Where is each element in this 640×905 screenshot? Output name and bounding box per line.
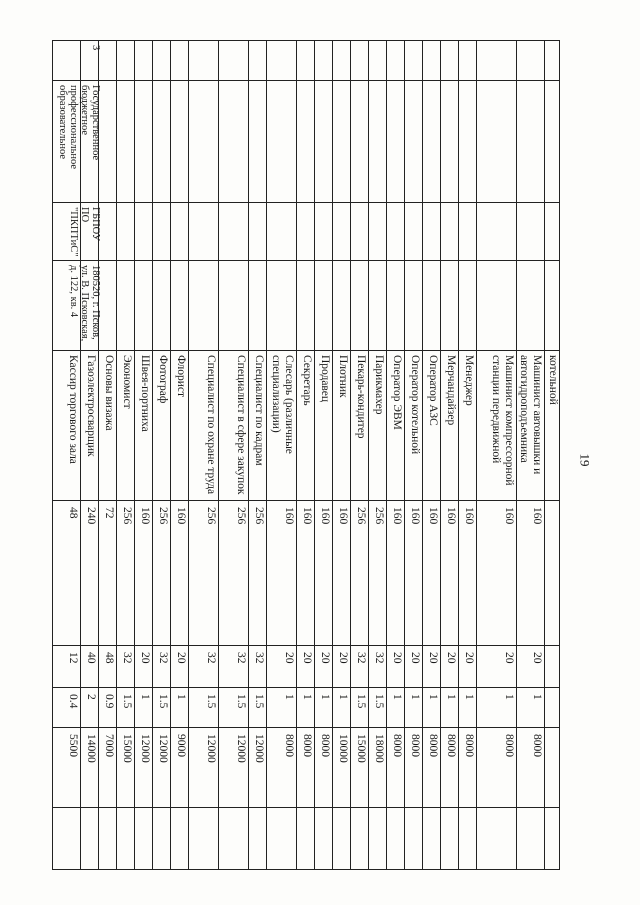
column-rule <box>52 260 560 261</box>
course-group-size-cell: 20 <box>441 645 458 687</box>
course-name-cell: Специалист в сфере закупок <box>219 350 248 500</box>
table-row <box>188 40 218 870</box>
course-group-size-cell: 20 <box>333 645 350 687</box>
course-group-size-cell: 48 <box>99 645 116 687</box>
course-name-cell: Специалист по кадрам <box>249 350 266 500</box>
course-hours-cell: 48 <box>53 500 80 645</box>
course-hours-cell: 160 <box>441 500 458 645</box>
column-rule <box>52 202 560 203</box>
table-row <box>458 40 476 870</box>
course-price-cell: 14000 <box>81 727 98 807</box>
table-row <box>116 40 134 870</box>
course-name-cell: Кассир торгового зала <box>53 350 80 500</box>
organization-block <box>52 40 102 350</box>
course-price-cell: 8000 <box>297 727 314 807</box>
course-price-cell <box>545 727 560 807</box>
course-duration-cell: 0.4 <box>53 687 80 727</box>
course-duration-cell: 1 <box>405 687 422 727</box>
course-duration-cell: 1.5 <box>153 687 170 727</box>
course-price-cell: 8000 <box>441 727 458 807</box>
table-row <box>422 40 440 870</box>
course-name-cell: Парикмахер <box>369 350 386 500</box>
table-row <box>440 40 458 870</box>
course-name-cell: Швея-портниха <box>135 350 152 500</box>
course-group-size-cell: 20 <box>405 645 422 687</box>
empty-cell <box>369 807 386 870</box>
empty-cell <box>171 807 188 870</box>
table-row <box>170 40 188 870</box>
org-short-name-cell: ГБПОУ ПО "ПКПТиС" <box>52 202 102 260</box>
course-duration-cell: 2 <box>81 687 98 727</box>
course-price-cell: 12000 <box>135 727 152 807</box>
table-row <box>266 40 296 870</box>
page-number: 19 <box>577 453 593 467</box>
empty-cell <box>267 807 296 870</box>
course-name-cell: Экономист <box>117 350 134 500</box>
course-price-cell: 8000 <box>315 727 332 807</box>
course-hours-cell: 160 <box>405 500 422 645</box>
course-group-size-cell: 20 <box>477 645 516 687</box>
course-price-cell: 8000 <box>387 727 404 807</box>
course-group-size-cell: 32 <box>369 645 386 687</box>
course-price-cell: 8000 <box>459 727 476 807</box>
course-duration-cell: 1 <box>477 687 516 727</box>
course-duration-cell: 0.9 <box>99 687 116 727</box>
course-hours-cell: 256 <box>153 500 170 645</box>
course-duration-cell: 1 <box>267 687 296 727</box>
course-name-cell: Пекарь-кондитер <box>351 350 368 500</box>
course-name-cell: Менеджер <box>459 350 476 500</box>
course-group-size-cell: 32 <box>117 645 134 687</box>
course-group-size-cell: 20 <box>517 645 544 687</box>
course-duration-cell: 1.5 <box>189 687 218 727</box>
course-name-cell: Слесарь (различные специализации) <box>267 350 296 500</box>
course-name-cell: Специалист по охране труда <box>189 350 218 500</box>
course-group-size-cell: 20 <box>315 645 332 687</box>
course-group-size-cell: 12 <box>53 645 80 687</box>
empty-cell <box>219 807 248 870</box>
course-group-size-cell: 20 <box>459 645 476 687</box>
course-name-cell: котельной <box>545 350 560 500</box>
course-group-size-cell: 40 <box>81 645 98 687</box>
course-hours-cell: 256 <box>249 500 266 645</box>
course-group-size-cell: 20 <box>135 645 152 687</box>
course-hours-cell: 160 <box>315 500 332 645</box>
empty-cell <box>351 807 368 870</box>
course-table <box>57 40 560 870</box>
empty-cell <box>189 807 218 870</box>
course-name-cell: Флорист <box>171 350 188 500</box>
course-hours-cell: 72 <box>99 500 116 645</box>
course-duration-cell: 1 <box>423 687 440 727</box>
course-group-size-cell: 32 <box>153 645 170 687</box>
table-row <box>544 40 560 870</box>
course-price-cell: 12000 <box>219 727 248 807</box>
course-name-cell: Мерчандайзер <box>441 350 458 500</box>
course-price-cell: 10000 <box>333 727 350 807</box>
empty-cell <box>441 807 458 870</box>
course-hours-cell: 256 <box>369 500 386 645</box>
empty-cell <box>117 807 134 870</box>
table-row <box>218 40 248 870</box>
course-group-size-cell <box>545 645 560 687</box>
course-name-cell: Газоэлектросварщик <box>81 350 98 500</box>
table-row <box>134 40 152 870</box>
course-name-cell: Оператор ЭВМ <box>387 350 404 500</box>
course-duration-cell: 1 <box>297 687 314 727</box>
empty-cell <box>53 807 80 870</box>
empty-cell <box>249 807 266 870</box>
org-name-cell: Государственное бюджетное профессиональное образовательное <box>52 80 102 202</box>
course-group-size-cell: 20 <box>267 645 296 687</box>
course-hours-cell <box>545 500 560 645</box>
empty-cell <box>153 807 170 870</box>
table-row <box>516 40 544 870</box>
course-duration-cell: 1.5 <box>219 687 248 727</box>
course-group-size-cell: 20 <box>297 645 314 687</box>
course-duration-cell: 1 <box>517 687 544 727</box>
course-hours-cell: 160 <box>333 500 350 645</box>
course-name-cell: Секретарь <box>297 350 314 500</box>
course-duration-cell: 1 <box>387 687 404 727</box>
course-duration-cell: 1 <box>171 687 188 727</box>
course-name-cell: Машинист компрессорной станции передвижной <box>477 350 516 500</box>
course-price-cell: 8000 <box>405 727 422 807</box>
course-duration-cell: 1.5 <box>249 687 266 727</box>
empty-cell <box>315 807 332 870</box>
course-duration-cell: 1.5 <box>351 687 368 727</box>
course-price-cell: 15000 <box>117 727 134 807</box>
table-row <box>332 40 350 870</box>
course-hours-cell: 160 <box>477 500 516 645</box>
course-duration-cell: 1 <box>135 687 152 727</box>
course-hours-cell: 160 <box>135 500 152 645</box>
course-group-size-cell: 20 <box>387 645 404 687</box>
course-price-cell: 12000 <box>249 727 266 807</box>
empty-cell <box>423 807 440 870</box>
table-row <box>248 40 266 870</box>
table-row <box>350 40 368 870</box>
empty-cell <box>545 807 560 870</box>
course-name-cell: Оператор котельной <box>405 350 422 500</box>
course-hours-cell: 240 <box>81 500 98 645</box>
empty-cell <box>81 807 98 870</box>
course-hours-cell: 160 <box>459 500 476 645</box>
course-price-cell: 8000 <box>477 727 516 807</box>
table-row <box>476 40 516 870</box>
empty-cell <box>333 807 350 870</box>
course-price-cell: 7000 <box>99 727 116 807</box>
course-hours-cell: 256 <box>117 500 134 645</box>
column-rule <box>52 350 560 351</box>
empty-cell <box>517 807 544 870</box>
course-hours-cell: 160 <box>171 500 188 645</box>
course-duration-cell: 1 <box>459 687 476 727</box>
table-row <box>404 40 422 870</box>
course-hours-cell: 256 <box>189 500 218 645</box>
course-hours-cell: 160 <box>267 500 296 645</box>
empty-cell <box>297 807 314 870</box>
table-row <box>368 40 386 870</box>
course-duration-cell: 1 <box>315 687 332 727</box>
empty-cell <box>387 807 404 870</box>
org-index-cell: 3 <box>52 40 102 80</box>
empty-cell <box>405 807 422 870</box>
course-duration-cell: 1.5 <box>369 687 386 727</box>
course-hours-cell: 160 <box>423 500 440 645</box>
course-price-cell: 9000 <box>171 727 188 807</box>
org-address-cell: 180520, г. Псков, ул. В. Псковская, д. 122, кв. 4 <box>52 260 102 350</box>
course-price-cell: 12000 <box>189 727 218 807</box>
empty-cell <box>135 807 152 870</box>
course-hours-cell: 160 <box>297 500 314 645</box>
course-duration-cell: 1 <box>441 687 458 727</box>
course-group-size-cell: 32 <box>219 645 248 687</box>
course-price-cell: 12000 <box>153 727 170 807</box>
course-group-size-cell: 32 <box>351 645 368 687</box>
course-group-size-cell: 32 <box>249 645 266 687</box>
course-price-cell: 5500 <box>53 727 80 807</box>
course-price-cell: 8000 <box>423 727 440 807</box>
table-row <box>296 40 314 870</box>
empty-cell <box>477 807 516 870</box>
course-duration-cell: 1 <box>333 687 350 727</box>
course-group-size-cell: 20 <box>171 645 188 687</box>
course-hours-cell: 256 <box>351 500 368 645</box>
course-group-size-cell: 20 <box>423 645 440 687</box>
course-duration-cell <box>545 687 560 727</box>
course-price-cell: 8000 <box>517 727 544 807</box>
course-name-cell: Основы визажа <box>99 350 116 500</box>
course-group-size-cell: 32 <box>189 645 218 687</box>
course-price-cell: 15000 <box>351 727 368 807</box>
course-name-cell: Машинист автовышки и автогидроподъемника <box>517 350 544 500</box>
course-price-cell: 8000 <box>267 727 296 807</box>
column-rule <box>52 80 560 81</box>
course-hours-cell: 160 <box>517 500 544 645</box>
course-name-cell: Фотограф <box>153 350 170 500</box>
course-hours-cell: 256 <box>219 500 248 645</box>
course-name-cell: Продавец <box>315 350 332 500</box>
empty-cell <box>459 807 476 870</box>
course-duration-cell: 1.5 <box>117 687 134 727</box>
empty-cell <box>99 807 116 870</box>
course-hours-cell: 160 <box>387 500 404 645</box>
table-row <box>386 40 404 870</box>
table-row <box>152 40 170 870</box>
course-name-cell: Плотник <box>333 350 350 500</box>
course-price-cell: 18000 <box>369 727 386 807</box>
course-name-cell: Оператор АЗС <box>423 350 440 500</box>
table-row <box>314 40 332 870</box>
